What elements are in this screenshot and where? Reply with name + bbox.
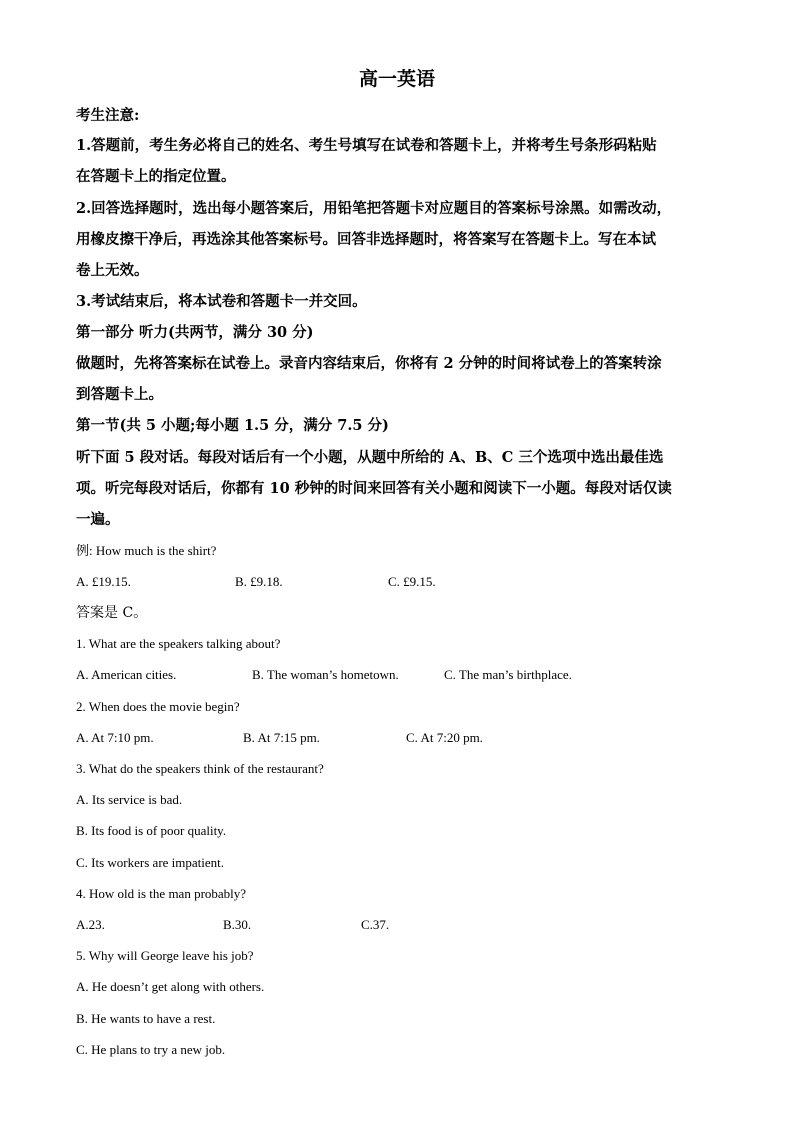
notice-line: 2.回答选择题时，选出每小题答案后，用铅笔把答题卡对应题目的答案标号涂黑。如需改动， <box>76 200 672 217</box>
part1-instruction: 到答题卡上。 <box>76 386 163 403</box>
question-1-option-a: A. American cities. <box>76 667 177 682</box>
part1-instruction: 做题时，先将答案标在试卷上。录音内容结束后，你将有 2 分钟的时间将试卷上的答案转涂 <box>76 355 662 372</box>
question-4-option-c: C.37. <box>361 917 390 932</box>
question-4-option-a: A.23. <box>76 917 105 932</box>
section1-instruction: 项。听完每段对话后，你都有 10 秒钟的时间来回答有关小题和阅读下一小题。每段对话仅读 <box>76 480 672 497</box>
question-1: 1. What are the speakers talking about? <box>76 636 281 651</box>
question-2: 2. When does the movie begin? <box>76 699 240 714</box>
question-2-option-c: C. At 7:20 pm. <box>406 730 483 745</box>
question-1-option-b: B. The woman’s hometown. <box>252 667 399 682</box>
section1-instruction: 一遍。 <box>76 511 120 528</box>
example-option-a: A. £19.15. <box>76 574 131 589</box>
section1-heading: 第一节(共 5 小题;每小题 1.5 分，满分 7.5 分) <box>76 417 389 434</box>
page-title: 高一英语 <box>358 68 435 90</box>
question-3-option-c: C. Its workers are impatient. <box>76 855 225 870</box>
notice-line: 卷上无效。 <box>76 262 149 279</box>
question-3-option-b: B. Its food is of poor quality. <box>76 823 227 838</box>
question-3-option-a: A. Its service is bad. <box>76 792 183 807</box>
question-5: 5. Why will George leave his job? <box>76 948 254 963</box>
notice-line: 用橡皮擦干净后，再选涂其他答案标号。回答非选择题时，将答案写在答题卡上。写在本试 <box>76 231 656 248</box>
section1-instruction: 听下面 5 段对话。每段对话后有一个小题，从题中所给的 A、B、C 三个选项中选出最佳选 <box>76 449 664 466</box>
question-5-option-b: B. He wants to have a rest. <box>76 1011 216 1026</box>
question-5-option-c: C. He plans to try a new job. <box>76 1042 226 1057</box>
notice-heading: 考生注意: <box>76 107 140 124</box>
notice-line: 在答题卡上的指定位置。 <box>76 168 236 185</box>
question-3: 3. What do the speakers think of the restaurant? <box>76 761 324 776</box>
question-5-option-a: A. He doesn’t get along with others. <box>76 979 265 994</box>
example-option-b: B. £9.18. <box>235 574 283 589</box>
example-question: 例: How much is the shirt? <box>76 543 217 558</box>
question-4: 4. How old is the man probably? <box>76 886 247 901</box>
question-1-option-c: C. The man’s birthplace. <box>444 667 572 682</box>
question-2-option-a: A. At 7:10 pm. <box>76 730 154 745</box>
question-4-option-b: B.30. <box>223 917 252 932</box>
example-option-c: C. £9.15. <box>388 574 436 589</box>
notice-line: 1.答题前，考生务必将自己的姓名、考生号填写在试卷和答题卡上，并将考生号条形码粘贴 <box>76 137 657 154</box>
part1-heading: 第一部分 听力(共两节，满分 30 分) <box>76 324 314 341</box>
question-2-option-b: B. At 7:15 pm. <box>243 730 320 745</box>
example-answer: 答案是 C。 <box>76 605 148 621</box>
notice-line: 3.考试结束后，将本试卷和答题卡一并交回。 <box>76 293 367 310</box>
